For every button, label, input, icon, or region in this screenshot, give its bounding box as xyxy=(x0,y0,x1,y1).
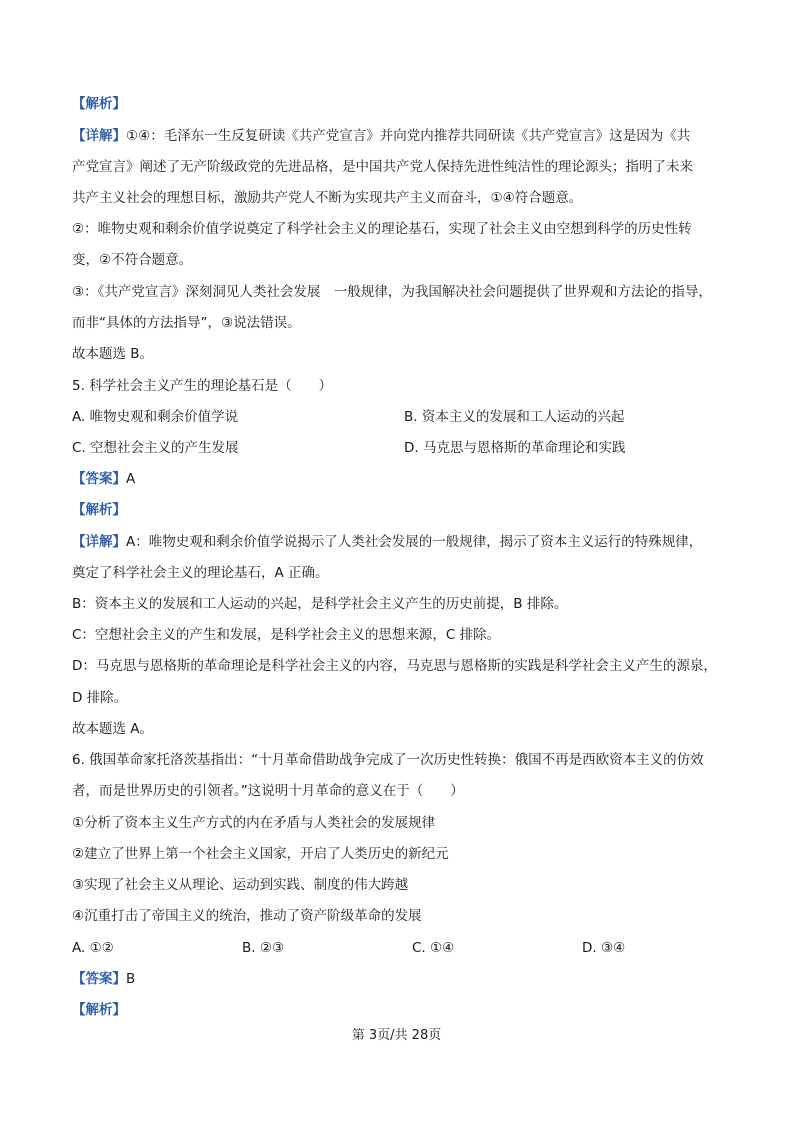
statement-item: ①分析了资本主义生产方式的内在矛盾与人类社会的发展规律 xyxy=(72,815,436,831)
option-d: D. 马克思与恩格斯的革命理论和实践 xyxy=(404,440,626,456)
option-d: D. ③④ xyxy=(582,940,626,956)
answer-value: B xyxy=(126,971,136,987)
option-a: A. ①② xyxy=(72,940,114,956)
answer-tag: 【答案】 xyxy=(72,471,126,487)
text-line: 共产主义社会的理想目标，激励共产党人不断为实现共产主义而奋斗，①④符合题意。 xyxy=(72,190,583,206)
statement-item: ②建立了世界上第一个社会主义国家，开启了人类历史的新纪元 xyxy=(72,846,449,862)
text-line: D 排除。 xyxy=(72,690,128,706)
detail-text: ①④：毛泽东一生反复研读《共产党宣言》并向党内推荐共同研读《共产党宣言》这是因为《共 xyxy=(126,128,691,144)
page-footer: 第 3页/共 28页 xyxy=(351,1028,442,1043)
text-line: 而非“具体的方法指导”，③说法错误。 xyxy=(72,315,301,331)
option-a: A. 唯物史观和剩余价值学说 xyxy=(72,409,239,425)
detail-tag: 【详解】 xyxy=(72,128,126,144)
analysis-heading: 【解析】 xyxy=(72,502,126,518)
statement-item: ④沉重打击了帝国主义的统治，推动了资产阶级革命的发展 xyxy=(72,908,422,924)
statement-item: ③实现了社会主义从理论、运动到实践、制度的伟大跨越 xyxy=(72,877,409,893)
question-stem: 6. 俄国革命家托洛茨基指出：“十月革命借助战争完成了一次历史性转换：俄国不再是西欧资本主义的仿效 xyxy=(72,752,704,768)
text-line: 产党宣言》阐述了无产阶级政党的先进品格，是中国共产党人保持先进性纯洁性的理论源头；指明了未来 xyxy=(72,159,693,175)
text-line: B：资本主义的发展和工人运动的兴起，是科学社会主义产生的历史前提，B 排除。 xyxy=(72,596,568,612)
detail-line xyxy=(72,126,690,146)
question-stem: 者，而是世界历史的引领者。”这说明十月革命的意义在于（ ） xyxy=(72,783,464,799)
analysis-heading: 【解析】 xyxy=(72,96,126,112)
detail-tag: 【详解】 xyxy=(72,534,126,550)
detail-text: A：唯物史观和剩余价值学说揭示了人类社会发展的一般规律，揭示了资本主义运行的特殊规律， xyxy=(126,534,703,550)
text-line: D：马克思与恩格斯的革命理论是科学社会主义的内容，马克思与恩格斯的实践是科学社会主义产生的源泉， xyxy=(72,658,717,674)
option-b: B. ②③ xyxy=(242,940,285,956)
answer-line xyxy=(72,469,135,489)
text-line: C：空想社会主义的产生和发展，是科学社会主义的思想来源，C 排除。 xyxy=(72,627,501,643)
answer-line xyxy=(72,969,135,989)
text-line: ②：唯物史观和剩余价值学说奠定了科学社会主义的理论基石，实现了社会主义由空想到科学的历史性转 xyxy=(72,221,692,237)
answer-value: A xyxy=(126,471,136,487)
detail-line xyxy=(72,532,702,552)
analysis-heading: 【解析】 xyxy=(72,1002,126,1018)
answer-tag: 【答案】 xyxy=(72,971,126,987)
option-b: B. 资本主义的发展和工人运动的兴起 xyxy=(404,409,625,425)
text-line: ③：《共产党宣言》深刻洞见人类社会发展 一般规律，为我国解决社会问题提供了世界观和方法论的指导， xyxy=(72,284,712,300)
conclusion-line: 故本题选 A。 xyxy=(72,721,154,737)
question-stem: 5. 科学社会主义产生的理论基石是（ ） xyxy=(72,378,333,394)
text-line: 变，②不符合题意。 xyxy=(72,252,193,268)
option-c: C. 空想社会主义的产生发展 xyxy=(72,440,239,456)
conclusion-line: 故本题选 B。 xyxy=(72,346,154,362)
option-c: C. ①④ xyxy=(412,940,455,956)
text-line: 奠定了科学社会主义的理论基石，A 正确。 xyxy=(72,565,329,581)
